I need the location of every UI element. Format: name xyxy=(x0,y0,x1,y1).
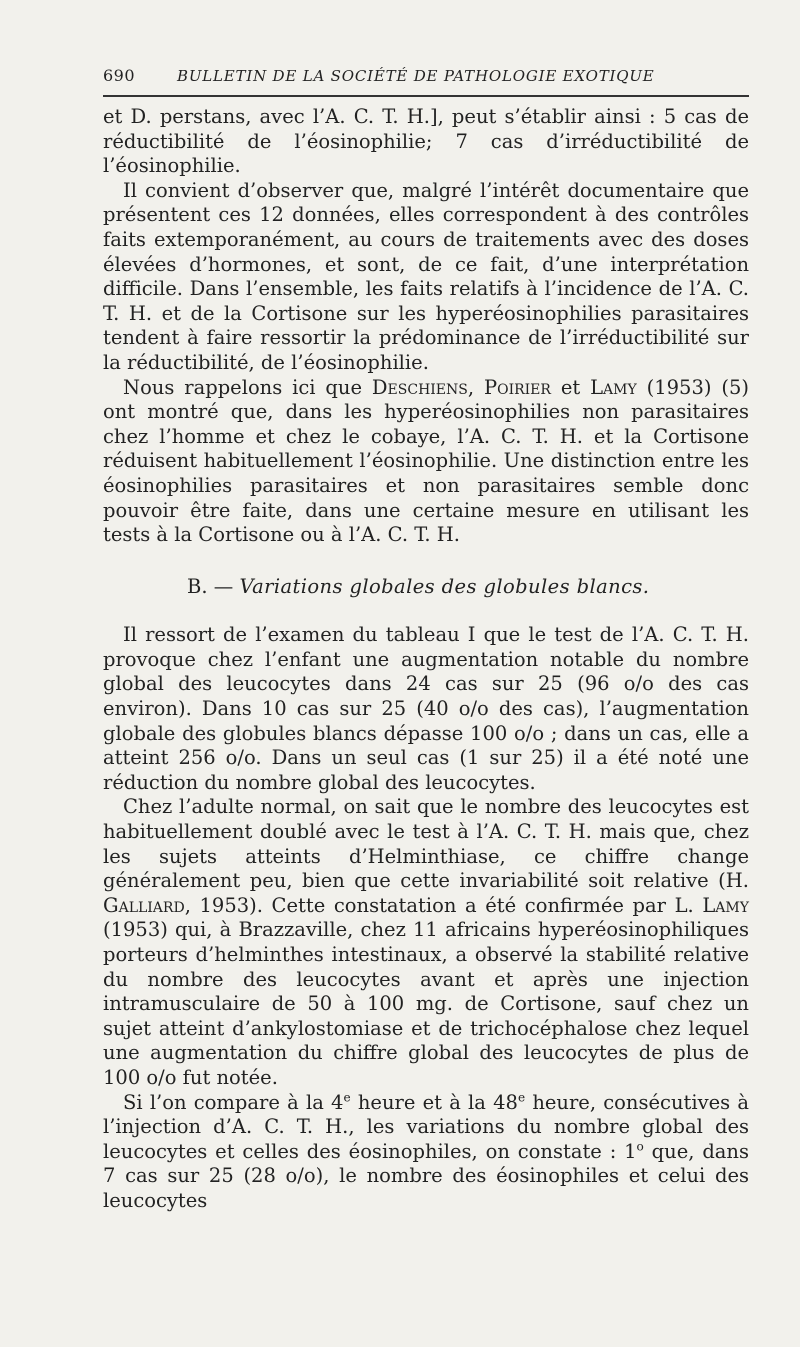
superscript: o xyxy=(636,1139,644,1154)
page-number: 690 xyxy=(103,66,136,85)
author-name: Galliard xyxy=(103,893,185,917)
author-name: Poirier xyxy=(483,375,551,399)
header-rule xyxy=(103,95,749,97)
running-head xyxy=(103,66,762,93)
paragraph-adult xyxy=(103,795,749,1090)
text-span: , 1953). Cette constatation a été confirmée par L. xyxy=(184,893,703,917)
text-span: que, dans 7 cas sur 25 (28 o/o), le nombre des éosinophiles et celui des leucocytes xyxy=(103,1139,749,1212)
author-name: Deschiens xyxy=(371,375,468,399)
body-text xyxy=(103,105,749,1214)
author-name: Lamy xyxy=(702,893,749,917)
text-span: heure et à la 48 xyxy=(350,1090,518,1114)
text-span: Si l’on compare à la 4 xyxy=(123,1090,344,1114)
paragraph-results: Il ressort de l’examen du tableau I que le test de l’A. C. T. H. provoque chez l’enfant une augmentation notable du nombre global des leucocytes dans 24 cas sur 25 (96 o/o des cas environ). Dans 10 cas sur 25 (40 o/o des cas), l’augmentation globale des globules blancs dépasse 100 o/o ; dans un cas, elle a atteint 256 o/o. Dans un seul cas (1 sur 25) il a été noté une réduction du nombre global des leucocytes. xyxy=(103,623,749,794)
text-span: (1953) (5) ont montré que, dans les hyperéosinophilies non parasitaires chez l’homme et chez le cobaye, l’A. C. T. H. et la Cortisone réduisent habituellement l’éosinophilie. Une distinction entre les éosinophilies parasitaires et non parasitaires semble donc pouvoir être faite, dans une certaine mesure en utilisant les tests à la Cortisone ou à l’A. C. T. H. xyxy=(103,375,749,547)
journal-title: BULLETIN DE LA SOCIÉTÉ DE PATHOLOGIE EXOTIQUE xyxy=(177,67,655,85)
paragraph-continuation: et D. perstans, avec l’A. C. T. H.], peut s’établir ainsi : 5 cas de réductibilité de l’éosinophilie; 7 cas d’irréductibilité de l’éosinophilie. xyxy=(103,105,749,178)
paragraph-observation: Il convient d’observer que, malgré l’intérêt documentaire que présentent ces 12 données, elles correspondent à des contrôles faits extemporanément, au cours de traitements avec des doses élevées d’hormones, et sont, de ce fait, d’une interprétation difficile. Dans l’ensemble, les faits relatifs à l’incidence de l’A. C. T. H. et de la Cortisone sur les hyperéosinophilies parasitaires tendent à faire ressortir la prédominance de l’irréductibilité sur la réductibilité, de l’éosinophilie. xyxy=(103,178,749,374)
author-name: Lamy xyxy=(590,375,637,399)
paragraph-reminder xyxy=(103,376,749,548)
text-span: (1953) qui, à Brazzaville, chez 11 africains hyperéosinophiliques porteurs d’helminthes intestinaux, a observé la stabilité relative du nombre des leucocytes avant et après une injection intramusculaire de 50 à 100 mg. de Cortisone, sauf chez un sujet atteint d’ankylostomiase et de trichocéphalose chez lequel une augmentation du chiffre global des leucocytes de plus de 100 o/o fut notée. xyxy=(103,918,749,1089)
text-span: et xyxy=(550,375,591,399)
text-span: Nous rappelons ici que xyxy=(123,375,372,399)
text-span: heure, consécutives à l’injection d’A. C. T. H., les variations du nombre global des leucocytes et celles des éosinophiles, on constate : 1 xyxy=(103,1090,749,1163)
section-letter: B. — xyxy=(187,574,234,598)
paragraph-comparison xyxy=(103,1091,749,1214)
superscript: e xyxy=(343,1090,351,1105)
superscript: e xyxy=(517,1090,526,1105)
section-title: Variations globales des globules blancs. xyxy=(239,574,650,598)
section-heading xyxy=(103,575,749,600)
text-span: Chez l’adulte normal, on sait que le nombre des leucocytes est habituellement doublé avec le test à l’A. C. T. H. mais que, chez les sujets atteints d’Helminthiase, ce chiffre change généralement peu, bien que cette invariabilité soit relative (H. xyxy=(103,795,749,893)
text-span: , xyxy=(467,375,484,399)
